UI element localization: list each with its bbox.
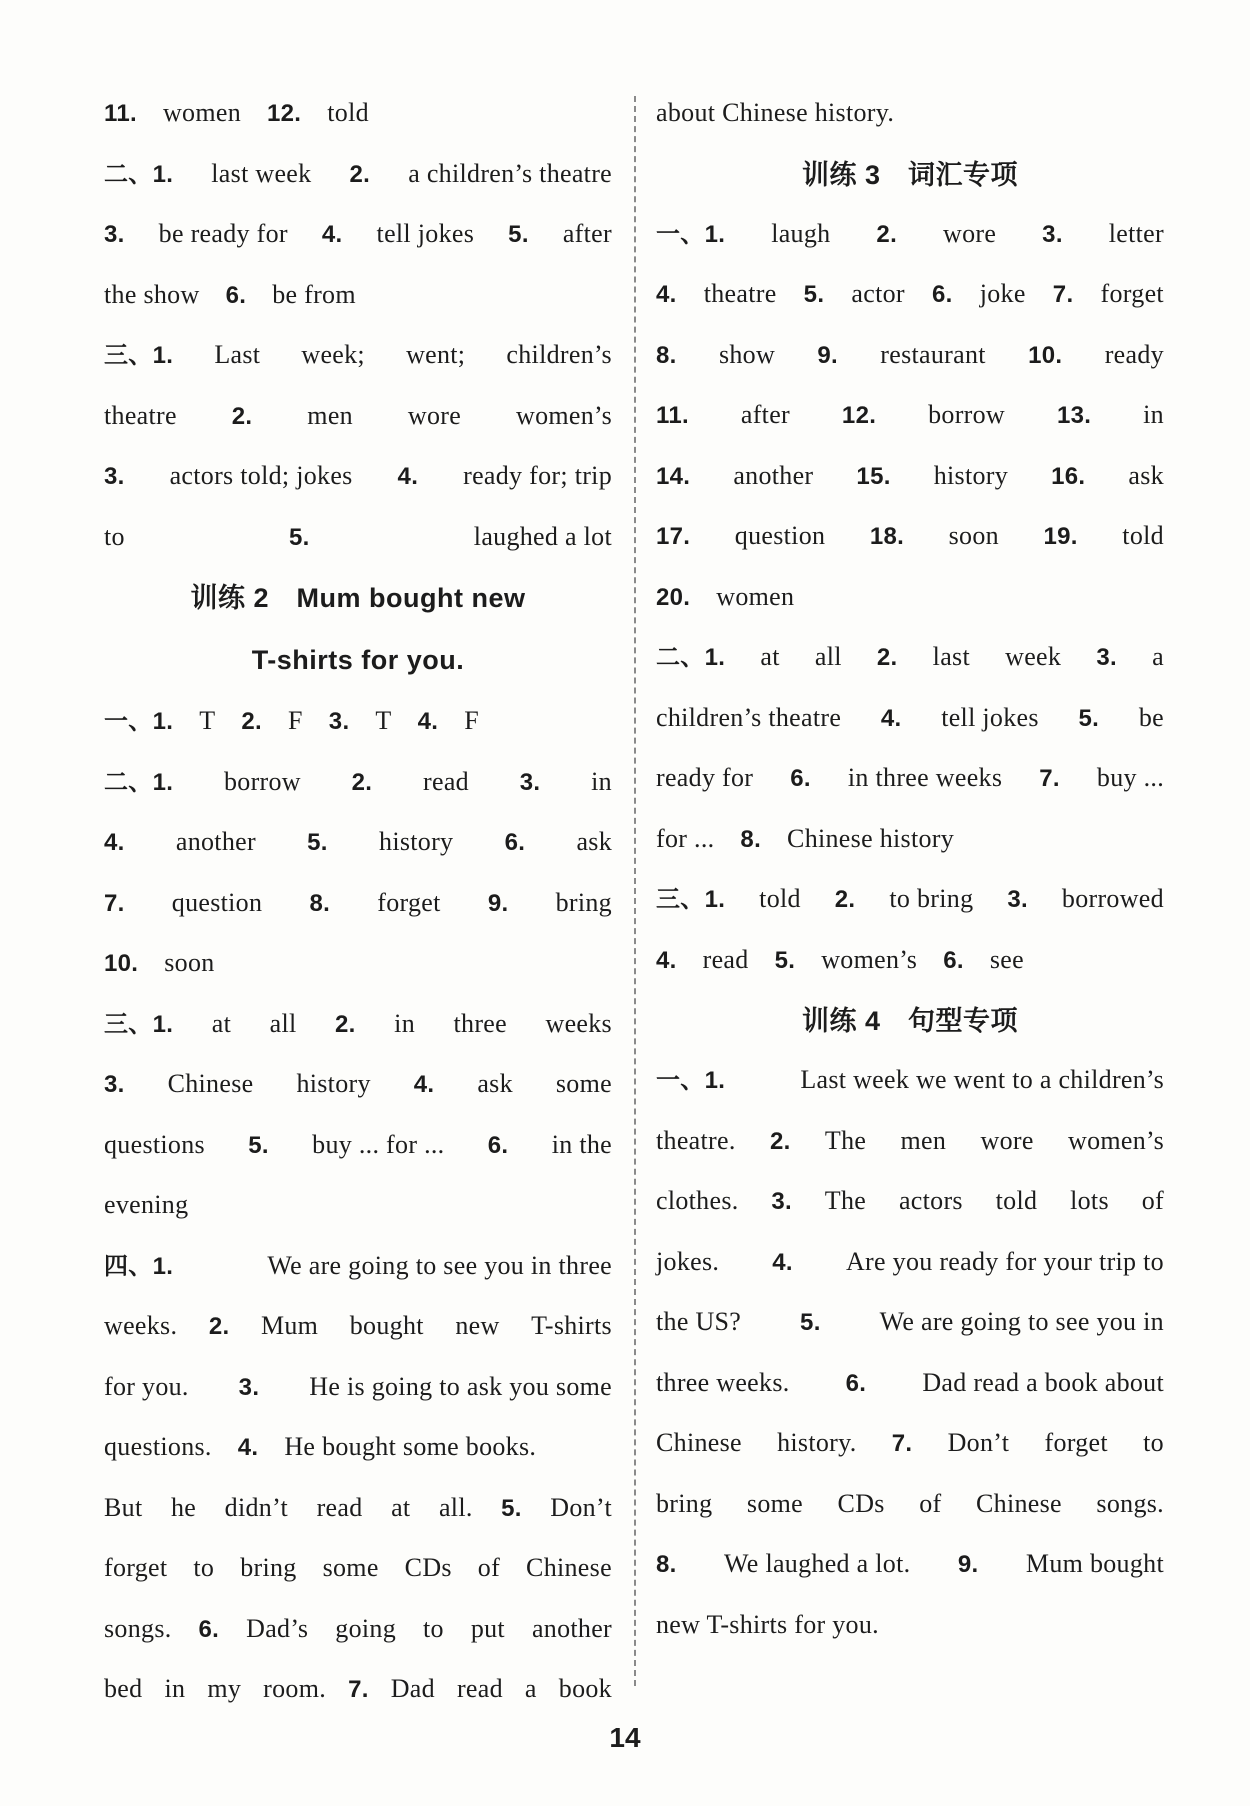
item-number: 二、1. [104, 160, 174, 188]
answer-text: at [211, 1008, 232, 1038]
item-number: 8. [656, 341, 677, 369]
item-number: 12. [267, 100, 302, 127]
section-heading: T-shirts for you. [251, 645, 465, 675]
answer-line [104, 1483, 612, 1544]
item-number: 2. [834, 886, 856, 913]
answer-text: questions [104, 1129, 205, 1159]
item-number: 5. [508, 221, 529, 248]
answer-text: Mum [260, 1311, 319, 1340]
item-number: 5. [774, 946, 796, 974]
item-number: 2. [231, 402, 253, 430]
section-heading: 训练 2 Mum bought new [190, 583, 526, 613]
item-number: 6. [931, 281, 953, 308]
answer-text: read [423, 766, 469, 796]
answer-line [656, 88, 1164, 149]
answer-text: for ... [656, 823, 715, 853]
item-number: 15. [856, 462, 891, 490]
answer-line [656, 693, 1164, 754]
answer-text: told [759, 884, 801, 913]
item-number: 6. [504, 829, 526, 856]
item-number: 11. [104, 100, 137, 127]
item-number: 6. [845, 1369, 867, 1397]
answer-text: soon [164, 948, 215, 977]
answer-text: to [423, 1613, 444, 1643]
answer-text: laugh [771, 218, 831, 248]
answer-text: children’s theatre [656, 702, 842, 732]
answer-text: to [104, 521, 125, 551]
item-number: 2. [876, 644, 898, 671]
answer-text: week [1005, 642, 1062, 671]
answer-text: borrow [928, 400, 1006, 429]
item-number: 一、1. [656, 220, 726, 248]
answer-line [656, 511, 1164, 572]
item-number: 2. [769, 1127, 791, 1155]
answer-text: history. [777, 1428, 857, 1457]
answer-text: all [814, 642, 842, 671]
item-number: 2. [335, 1010, 356, 1038]
answer-text: CDs [837, 1488, 885, 1518]
answer-text: restaurant [880, 339, 986, 369]
section-heading: 训练 4 句型专项 [801, 1006, 1019, 1036]
item-number: 11. [656, 402, 689, 429]
item-number: 3. [1096, 644, 1117, 671]
item-number: 7. [348, 1676, 369, 1703]
answer-text: actor [851, 279, 905, 308]
answer-text: in [164, 1674, 186, 1703]
answer-text: new [455, 1311, 500, 1340]
item-number: 5. [289, 523, 310, 551]
answer-text: some [555, 1069, 612, 1098]
answer-text: last week [211, 158, 312, 188]
answer-text: F [288, 706, 303, 735]
answer-line [104, 999, 612, 1060]
item-number: 3. [104, 221, 125, 248]
answer-line [104, 1301, 612, 1362]
item-number: 二、1. [656, 644, 726, 671]
item-number: 10. [104, 950, 139, 977]
answer-text: buy ... for ... [312, 1129, 445, 1159]
answer-line [656, 269, 1164, 330]
answer-text: T [199, 706, 216, 735]
answer-line [104, 451, 612, 512]
answer-text: at [760, 642, 780, 671]
item-number: 3. [1007, 886, 1028, 913]
answer-line [656, 874, 1164, 935]
answer-text: wore [943, 218, 997, 248]
answer-text: of [1141, 1186, 1164, 1215]
answer-text: Last week we went to a children’s [800, 1065, 1164, 1094]
answer-line [104, 391, 612, 452]
answer-text: Chinese [656, 1428, 742, 1457]
answer-text: question [171, 887, 263, 917]
answer-text: for you. [104, 1371, 189, 1401]
answer-text: bring [240, 1553, 297, 1582]
answer-text: theatre [104, 400, 177, 430]
answer-text: be ready for [158, 219, 288, 248]
answer-text: new T-shirts for you. [656, 1609, 879, 1639]
answer-line [656, 935, 1164, 996]
answer-text: to bring [889, 884, 974, 913]
answer-line [104, 1241, 612, 1302]
item-number: 5. [803, 281, 825, 308]
answer-text: wore [980, 1125, 1034, 1155]
answer-text: a [1152, 642, 1164, 671]
item-number: 6. [790, 765, 811, 792]
answer-line [656, 330, 1164, 391]
answer-text: theatre. [656, 1125, 736, 1155]
item-number: 3. [519, 768, 541, 796]
answer-text: history [379, 827, 454, 856]
answer-text: to [193, 1553, 215, 1582]
item-number: 7. [1039, 765, 1060, 792]
answer-text: read [456, 1674, 503, 1703]
answer-text: tell jokes [376, 219, 475, 248]
item-number: 6. [487, 1131, 509, 1159]
answer-line [656, 1055, 1164, 1116]
answer-text: CDs [404, 1553, 452, 1582]
item-number: 三、1. [656, 886, 726, 913]
answer-text: forget [1100, 279, 1164, 308]
answer-text: a children’s theatre [408, 158, 612, 188]
item-number: 5. [800, 1309, 821, 1336]
answer-text: some [322, 1553, 379, 1582]
answer-text: bed [104, 1674, 143, 1703]
item-number: 9. [487, 889, 509, 917]
answer-text: actors told; jokes [169, 461, 353, 490]
answer-text: Chinese [976, 1488, 1062, 1518]
answer-text: questions. [104, 1432, 212, 1461]
answer-line [104, 330, 612, 391]
item-number: 5. [501, 1494, 522, 1522]
answer-text: lots [1070, 1186, 1109, 1215]
answer-text: Dad read a book about [922, 1367, 1164, 1397]
answer-text: theatre [703, 279, 777, 308]
answer-text: He is going to ask you some [309, 1371, 612, 1401]
item-number: 2. [349, 160, 371, 188]
answer-text: ask [576, 827, 612, 856]
answer-text: ask [477, 1069, 513, 1098]
item-number: 二、1. [104, 768, 174, 796]
answer-line [104, 696, 612, 757]
answer-text: T-shirts [531, 1311, 612, 1340]
item-number: 4. [880, 704, 902, 732]
answer-line [656, 814, 1164, 875]
answer-text: book [558, 1674, 612, 1703]
item-number: 5. [248, 1131, 269, 1159]
answer-text: my [207, 1674, 242, 1703]
item-number: 4. [397, 463, 419, 490]
item-number: 2. [241, 708, 263, 735]
left-column [104, 88, 612, 1725]
answer-text: week; [301, 340, 365, 369]
answer-line [656, 572, 1164, 633]
right-column [656, 88, 1164, 1660]
answer-line [104, 938, 612, 999]
answer-text: ask [1128, 460, 1164, 490]
answer-text: read [702, 944, 749, 974]
answer-text: after [562, 219, 612, 248]
answer-text: But [104, 1492, 143, 1522]
answer-text: joke [979, 279, 1026, 308]
item-number: 4. [413, 1071, 435, 1098]
answer-line [104, 270, 612, 331]
answer-line [656, 1600, 1164, 1661]
item-number: 6. [198, 1615, 220, 1643]
answer-text: told [1122, 521, 1164, 550]
item-number: 3. [238, 1373, 260, 1401]
item-number: 3. [104, 463, 125, 490]
answer-text: told [327, 98, 369, 127]
column-divider [634, 96, 636, 1686]
answer-text: The [824, 1186, 867, 1215]
answer-text: We laughed a lot. [724, 1549, 911, 1578]
item-number: 4. [417, 708, 439, 735]
item-number: 6. [943, 946, 964, 974]
answer-line [656, 451, 1164, 512]
answer-text: forget [104, 1553, 168, 1582]
answer-text: borrowed [1061, 884, 1164, 913]
item-number: 5. [1078, 704, 1100, 732]
answer-line [656, 209, 1164, 270]
answer-text: question [734, 521, 826, 550]
answer-text: told [995, 1186, 1038, 1215]
item-number: 6. [225, 281, 247, 309]
item-number: 4. [772, 1248, 793, 1276]
item-number: 7. [891, 1430, 913, 1457]
item-number: 8. [309, 889, 331, 917]
answer-text: in [591, 766, 612, 796]
item-number: 2. [876, 220, 898, 248]
answer-text: women’s [821, 944, 918, 974]
answer-text: Are you ready for your trip to [845, 1246, 1164, 1276]
answer-text: women’s [516, 400, 612, 430]
answer-text: bring [555, 887, 612, 917]
answer-text: another [733, 460, 814, 490]
answer-text: ready [1104, 339, 1164, 369]
answer-line [104, 1543, 612, 1604]
answer-text: in three weeks [847, 763, 1003, 792]
answer-text: Chinese history [787, 823, 955, 853]
answer-text: Chinese [167, 1069, 254, 1098]
answer-line [104, 1362, 612, 1423]
answer-text: weeks [545, 1008, 612, 1038]
item-number: 18. [869, 523, 905, 550]
answer-text: see [989, 944, 1024, 974]
answer-line [656, 1418, 1164, 1479]
answer-text: in [1143, 400, 1164, 429]
answer-text: songs. [104, 1613, 172, 1643]
answer-text: men [900, 1125, 947, 1155]
item-number: 三、1. [104, 342, 174, 369]
section-heading: 训练 3 词汇专项 [801, 159, 1019, 190]
answer-text: went; [406, 340, 466, 369]
item-number: 4. [656, 281, 677, 308]
item-number: 9. [817, 341, 838, 369]
answer-text: all. [438, 1492, 473, 1522]
answer-text: some [746, 1488, 804, 1518]
item-number: 7. [104, 889, 125, 917]
answer-line [104, 1664, 612, 1725]
answer-line [656, 632, 1164, 693]
answer-text: forget [1044, 1428, 1108, 1457]
answer-text: tell jokes [941, 702, 1039, 732]
answer-line [104, 88, 612, 149]
answer-text: last [932, 642, 970, 671]
answer-line [656, 1479, 1164, 1540]
answer-line [104, 209, 612, 270]
item-number: 2. [351, 768, 373, 796]
answer-text: the show [104, 279, 200, 309]
answer-text: a [524, 1674, 537, 1703]
item-number: 8. [740, 825, 762, 853]
answer-line [104, 1059, 612, 1120]
answer-text: clothes. [656, 1186, 739, 1215]
item-number: 4. [656, 946, 677, 974]
answer-line [656, 1237, 1164, 1298]
answer-text: buy ... [1096, 763, 1164, 792]
answer-text: didn’t [224, 1492, 289, 1522]
answer-text: room. [263, 1674, 327, 1703]
item-number: 5. [307, 829, 328, 856]
answer-text: jokes. [656, 1246, 720, 1276]
item-number: 12. [841, 402, 877, 429]
answer-text: in [394, 1008, 415, 1038]
answer-text: the US? [656, 1307, 742, 1336]
answer-text: wore [407, 400, 462, 430]
answer-text: Don’t [550, 1492, 612, 1522]
answer-text: of [477, 1553, 501, 1582]
answer-text: going [335, 1613, 397, 1643]
answer-line [104, 149, 612, 210]
answer-text: forget [377, 887, 441, 917]
item-number: 17. [656, 523, 691, 550]
answer-line [656, 1539, 1164, 1600]
answer-text: about Chinese history. [656, 98, 895, 127]
answer-text: bought [349, 1311, 424, 1340]
answer-text: at [391, 1492, 411, 1522]
answer-text: three weeks. [656, 1367, 790, 1397]
item-number: 8. [656, 1551, 677, 1578]
answer-line [104, 757, 612, 818]
answer-text: children’s [506, 340, 612, 369]
item-number: 19. [1043, 523, 1078, 550]
answer-text: Don’t [947, 1428, 1010, 1457]
item-number: 20. [656, 583, 691, 611]
answer-text: be [1138, 702, 1164, 732]
answer-text: Chinese [526, 1553, 612, 1582]
answer-text: borrow [223, 766, 301, 796]
answer-text: bring [656, 1488, 713, 1518]
item-number: 16. [1051, 462, 1086, 490]
item-number: 四、1. [104, 1252, 174, 1280]
answer-line [656, 753, 1164, 814]
answer-text: T [375, 706, 392, 735]
answer-text: show [718, 339, 776, 369]
item-number: 13. [1056, 402, 1092, 429]
item-number: 3. [1042, 220, 1063, 248]
item-number: 一、1. [656, 1067, 726, 1094]
answer-line [656, 1358, 1164, 1419]
answer-line [104, 1180, 612, 1241]
answer-text: letter [1108, 218, 1164, 248]
answer-text: songs. [1096, 1488, 1164, 1518]
answer-text: to [1143, 1428, 1164, 1457]
answer-line [656, 390, 1164, 451]
answer-text: another [531, 1613, 612, 1643]
answer-text: after [740, 400, 790, 429]
answer-text: F [464, 706, 479, 735]
item-number: 7. [1052, 281, 1074, 308]
item-number: 一、1. [104, 708, 174, 735]
answer-text: Mum bought [1025, 1549, 1164, 1578]
answer-text: Dad’s [246, 1613, 309, 1643]
answer-text: He bought some books. [284, 1432, 537, 1461]
item-number: 2. [208, 1313, 230, 1340]
answer-text: soon [948, 521, 999, 550]
answer-text: put [470, 1613, 505, 1643]
answer-text: he [170, 1492, 197, 1522]
item-number: 3. [328, 708, 350, 735]
answer-text: Last [214, 340, 261, 369]
answer-text: history [296, 1069, 371, 1098]
answer-line [104, 1422, 612, 1483]
item-number: 3. [771, 1188, 792, 1215]
answer-text: of [919, 1488, 942, 1518]
answer-text: ready for; trip [463, 461, 612, 490]
answer-text: actors [898, 1186, 963, 1215]
answer-text: history [933, 460, 1009, 490]
answer-text: Dad [390, 1674, 435, 1703]
answer-text: women’s [1068, 1125, 1164, 1155]
answer-text: We are going to see you in [879, 1307, 1164, 1336]
answer-line [656, 1116, 1164, 1177]
page-number: 14 [609, 1722, 641, 1753]
answer-text: weeks. [104, 1311, 178, 1340]
answer-text: women [162, 98, 241, 127]
item-number: 9. [957, 1551, 979, 1578]
answer-line [104, 817, 612, 878]
answer-text: be from [272, 279, 356, 309]
answer-text: We are going to see you in three [267, 1250, 612, 1280]
answer-text: evening [104, 1190, 189, 1219]
item-number: 14. [656, 462, 691, 490]
answer-text: women [716, 581, 795, 611]
answer-text: all [269, 1008, 297, 1038]
item-number: 4. [321, 221, 343, 248]
answer-line [656, 1297, 1164, 1358]
answer-text: read [316, 1492, 363, 1522]
item-number: 4. [237, 1434, 259, 1461]
item-number: 三、1. [104, 1010, 174, 1038]
answer-text: another [175, 827, 256, 856]
answer-text: The [824, 1125, 867, 1155]
answer-text: men [307, 400, 353, 430]
item-number: 10. [1028, 341, 1063, 369]
answer-line [104, 512, 612, 573]
answer-text: ready for [656, 763, 754, 792]
answer-line [104, 1604, 612, 1665]
answer-text: in the [551, 1129, 612, 1159]
answer-line [104, 878, 612, 939]
item-number: 4. [104, 829, 125, 856]
answer-line [656, 1176, 1164, 1237]
item-number: 3. [104, 1071, 125, 1098]
answer-text: three [453, 1008, 507, 1038]
answer-line [104, 1120, 612, 1181]
answer-text: laughed a lot [473, 521, 612, 551]
